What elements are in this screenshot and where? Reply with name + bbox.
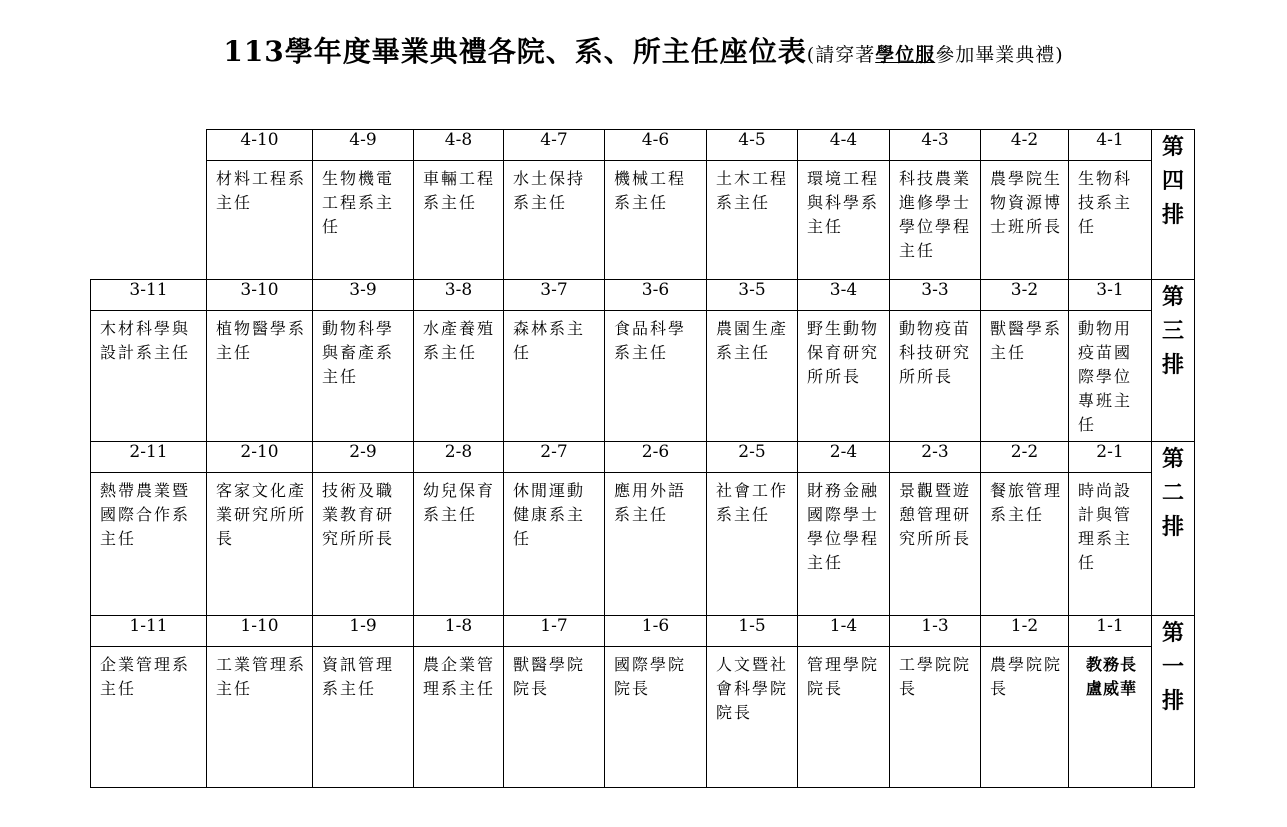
seat-number: 3-3 bbox=[890, 280, 981, 311]
seat-number: 1-3 bbox=[890, 616, 981, 647]
seat-assignee: 資訊管理系主任 bbox=[313, 647, 414, 788]
seat-assignee: 水產養殖系主任 bbox=[414, 311, 504, 442]
seat-number-row bbox=[91, 130, 1195, 161]
seat-assignee: 機械工程系主任 bbox=[605, 161, 707, 280]
seat-assignee: 動物用疫苗國際學位專班主任 bbox=[1069, 311, 1152, 442]
seat-assignee: 農園生產系主任 bbox=[707, 311, 798, 442]
seat-number-row bbox=[91, 616, 1195, 647]
seat-assignee: 食品科學系主任 bbox=[605, 311, 707, 442]
seat-number: 4-2 bbox=[981, 130, 1069, 161]
seat-number: 4-6 bbox=[605, 130, 707, 161]
seat-assignee: 車輛工程系主任 bbox=[414, 161, 504, 280]
seating-table bbox=[90, 129, 1195, 788]
seat-assignee: 財務金融國際學士學位學程主任 bbox=[798, 473, 890, 616]
seat-assignee: 時尚設計與管理系主任 bbox=[1069, 473, 1152, 616]
seat-assignee: 動物科學與畜產系主任 bbox=[313, 311, 414, 442]
seat-number: 2-10 bbox=[207, 442, 313, 473]
seat-assignee: 休閒運動健康系主任 bbox=[504, 473, 605, 616]
seat-assignee: 企業管理系主任 bbox=[91, 647, 207, 788]
seat-number: 4-10 bbox=[207, 130, 313, 161]
row-label bbox=[1152, 130, 1195, 280]
seat-number: 3-9 bbox=[313, 280, 414, 311]
seat-number: 4-5 bbox=[707, 130, 798, 161]
seat-assignee: 社會工作系主任 bbox=[707, 473, 798, 616]
title-main: 113學年度畢業典禮各院、系、所主任座位表 bbox=[223, 35, 807, 68]
seat-assignee: 農企業管理系主任 bbox=[414, 647, 504, 788]
row-label-text: 第四排 bbox=[1161, 134, 1184, 228]
seat-name-row bbox=[91, 161, 1195, 280]
seat-assignee: 生物科技系主任 bbox=[1069, 161, 1152, 280]
seat-assignee: 教務長 盧威華 bbox=[1069, 647, 1152, 788]
seat-assignee: 熱帶農業暨國際合作系主任 bbox=[91, 473, 207, 616]
seat-assignee: 工學院院長 bbox=[890, 647, 981, 788]
seat-name-row bbox=[91, 311, 1195, 442]
seat-number: 2-9 bbox=[313, 442, 414, 473]
seat-number: 1-7 bbox=[504, 616, 605, 647]
row-label-text: 第三排 bbox=[1161, 284, 1184, 378]
seat-number: 3-1 bbox=[1069, 280, 1152, 311]
seat-assignee: 生物機電工程系主任 bbox=[313, 161, 414, 280]
seat-number: 3-2 bbox=[981, 280, 1069, 311]
seat-assignee: 人文暨社會科學院院長 bbox=[707, 647, 798, 788]
seat-number: 2-2 bbox=[981, 442, 1069, 473]
seat-number: 2-11 bbox=[91, 442, 207, 473]
seat-assignee: 土木工程系主任 bbox=[707, 161, 798, 280]
seat-assignee: 植物醫學系主任 bbox=[207, 311, 313, 442]
seat-number: 3-11 bbox=[91, 280, 207, 311]
seat-number: 2-7 bbox=[504, 442, 605, 473]
row-label-text: 第二排 bbox=[1161, 446, 1184, 540]
seat-assignee: 農學院院長 bbox=[981, 647, 1069, 788]
seat-number: 1-5 bbox=[707, 616, 798, 647]
page-title bbox=[0, 30, 1287, 70]
seat-number: 1-11 bbox=[91, 616, 207, 647]
seat-number-row bbox=[91, 442, 1195, 473]
seat-number: 3-10 bbox=[207, 280, 313, 311]
seat-number: 1-8 bbox=[414, 616, 504, 647]
seat-name-row bbox=[91, 473, 1195, 616]
seat-number: 2-1 bbox=[1069, 442, 1152, 473]
seat-number: 3-6 bbox=[605, 280, 707, 311]
seat-assignee: 獸醫學系主任 bbox=[981, 311, 1069, 442]
title-note bbox=[807, 44, 1064, 66]
seat-assignee: 景觀暨遊憩管理研究所所長 bbox=[890, 473, 981, 616]
seat-number: 2-8 bbox=[414, 442, 504, 473]
seat-assignee: 水土保持系主任 bbox=[504, 161, 605, 280]
seat-assignee: 應用外語系主任 bbox=[605, 473, 707, 616]
seat-number: 2-5 bbox=[707, 442, 798, 473]
seat-assignee: 工業管理系主任 bbox=[207, 647, 313, 788]
row-label bbox=[1152, 280, 1195, 442]
title-note-open: (請穿著 bbox=[806, 44, 876, 66]
seat-number: 1-10 bbox=[207, 616, 313, 647]
seat-number: 2-3 bbox=[890, 442, 981, 473]
row-label-text: 第一排 bbox=[1161, 620, 1184, 714]
seat-name-row bbox=[91, 647, 1195, 788]
seat-number-row bbox=[91, 280, 1195, 311]
seat-assignee: 管理學院院長 bbox=[798, 647, 890, 788]
seat-number: 4-3 bbox=[890, 130, 981, 161]
empty-cell bbox=[91, 130, 207, 280]
seat-number: 1-1 bbox=[1069, 616, 1152, 647]
seat-assignee: 客家文化產業研究所所長 bbox=[207, 473, 313, 616]
seat-number: 4-4 bbox=[798, 130, 890, 161]
seat-assignee: 技術及職業教育研究所所長 bbox=[313, 473, 414, 616]
seat-assignee: 木材科學與設計系主任 bbox=[91, 311, 207, 442]
seat-assignee: 環境工程與科學系主任 bbox=[798, 161, 890, 280]
seat-assignee: 獸醫學院院長 bbox=[504, 647, 605, 788]
seat-number: 3-5 bbox=[707, 280, 798, 311]
seat-assignee: 材料工程系主任 bbox=[207, 161, 313, 280]
seat-number: 4-7 bbox=[504, 130, 605, 161]
seat-number: 4-8 bbox=[414, 130, 504, 161]
seat-assignee: 幼兒保育系主任 bbox=[414, 473, 504, 616]
seat-assignee: 餐旅管理系主任 bbox=[981, 473, 1069, 616]
seat-number: 1-2 bbox=[981, 616, 1069, 647]
row-label bbox=[1152, 616, 1195, 788]
title-note-emphasis: 學位服 bbox=[875, 44, 936, 66]
seat-assignee: 農學院生物資源博士班所長 bbox=[981, 161, 1069, 280]
seat-assignee: 森林系主任 bbox=[504, 311, 605, 442]
seat-number: 4-9 bbox=[313, 130, 414, 161]
title-note-close: 參加畢業典禮) bbox=[935, 44, 1064, 66]
seat-number: 4-1 bbox=[1069, 130, 1152, 161]
seat-assignee: 科技農業進修學士學位學程主任 bbox=[890, 161, 981, 280]
seat-number: 1-9 bbox=[313, 616, 414, 647]
seat-number: 2-4 bbox=[798, 442, 890, 473]
seat-assignee: 野生動物保育研究所所長 bbox=[798, 311, 890, 442]
seat-number: 1-4 bbox=[798, 616, 890, 647]
seat-number: 3-8 bbox=[414, 280, 504, 311]
row-label bbox=[1152, 442, 1195, 616]
seat-number: 2-6 bbox=[605, 442, 707, 473]
seat-number: 3-4 bbox=[798, 280, 890, 311]
seat-number: 3-7 bbox=[504, 280, 605, 311]
seat-assignee: 國際學院院長 bbox=[605, 647, 707, 788]
seat-assignee: 動物疫苗科技研究所所長 bbox=[890, 311, 981, 442]
seat-number: 1-6 bbox=[605, 616, 707, 647]
